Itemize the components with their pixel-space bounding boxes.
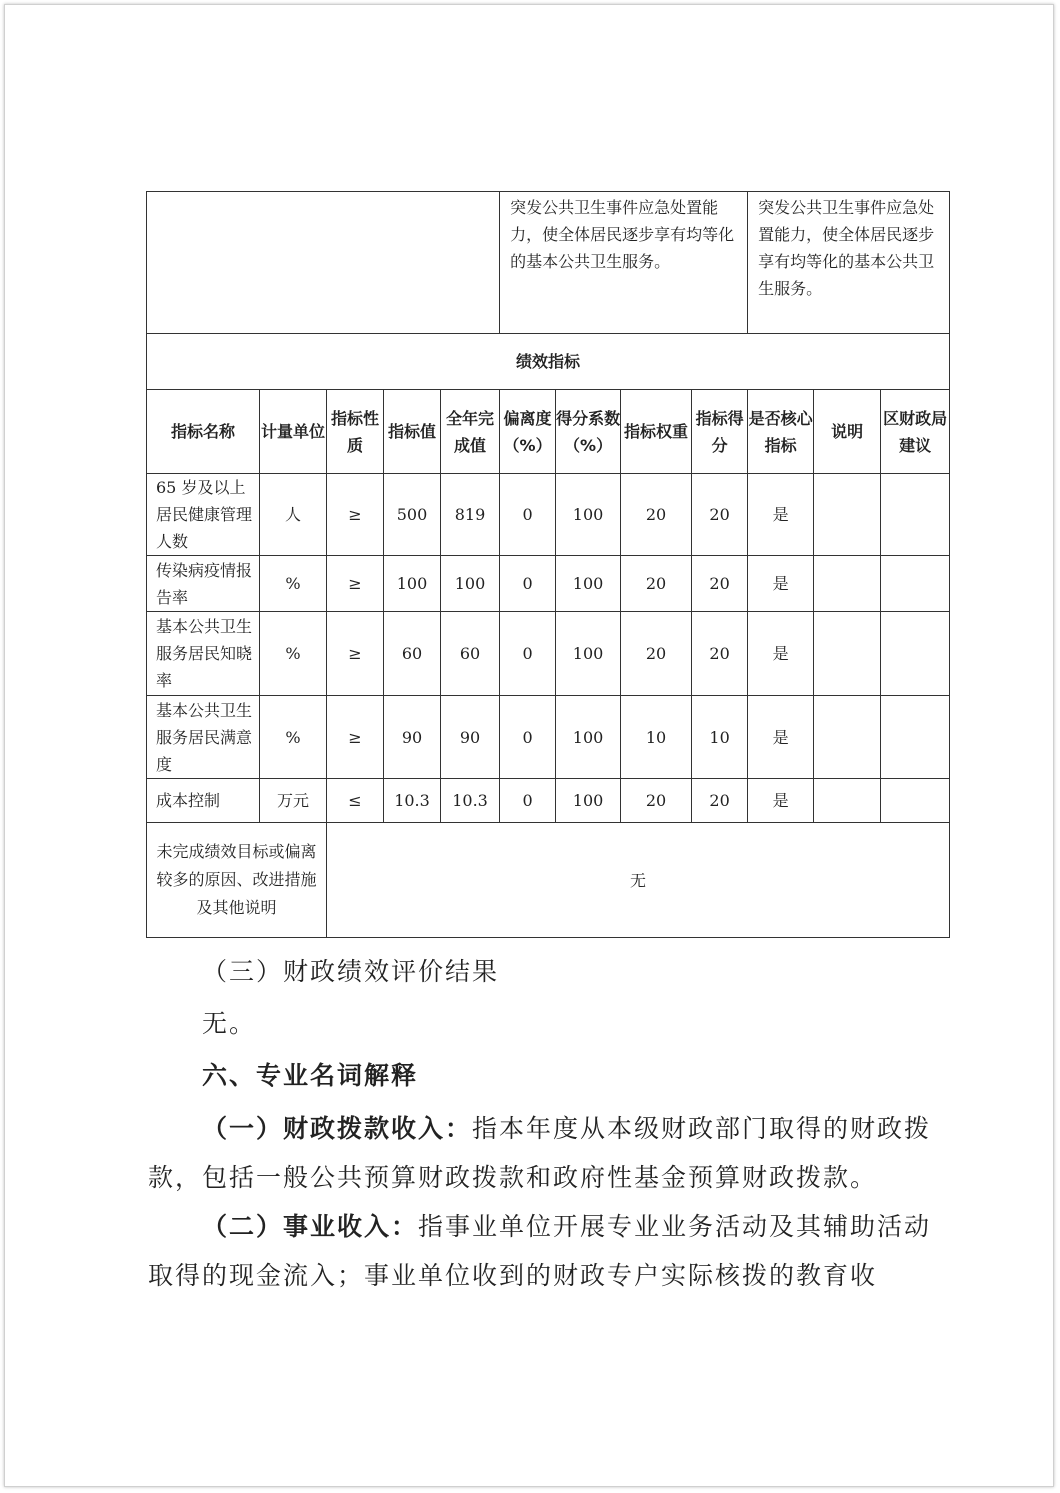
actual-cell: 10.3	[441, 779, 500, 823]
score-cell: 10	[692, 696, 748, 779]
term-body-2: 指事业单位开展专业业务活动及其辅助活动取得的现金流入；事业单位收到的财政专户实际核拨的教育收	[148, 1212, 932, 1290]
unit-cell: %	[260, 696, 327, 779]
target-cell: 60	[384, 612, 441, 696]
remark-cell	[814, 556, 881, 612]
actual-cell: 819	[441, 474, 500, 556]
coefficient-cell: 100	[556, 779, 621, 823]
coefficient-cell: 100	[556, 696, 621, 779]
nature-cell: ≤	[327, 779, 384, 823]
coefficient-cell: 100	[556, 556, 621, 612]
table-row	[147, 556, 950, 612]
header-score: 指标得分	[692, 390, 748, 474]
goal-plan-cell: 突发公共卫生事件应急处置能力，使全体居民逐步享有均等化的基本公共卫生服务。	[500, 192, 748, 334]
table-row	[147, 696, 950, 779]
unfinished-value: 无	[327, 823, 950, 938]
nature-cell: ≥	[327, 612, 384, 696]
header-coefficient: 得分系数（%）	[556, 390, 621, 474]
score-cell: 20	[692, 474, 748, 556]
indicator-name: 基本公共卫生服务居民知晓率	[147, 612, 260, 696]
nature-cell: ≥	[327, 474, 384, 556]
remark-cell	[814, 696, 881, 779]
header-name: 指标名称	[147, 390, 260, 474]
actual-cell: 90	[441, 696, 500, 779]
nature-cell: ≥	[327, 696, 384, 779]
term-item-1	[148, 1104, 938, 1202]
indicator-name: 基本公共卫生服务居民满意度	[147, 696, 260, 779]
indicator-name: 传染病疫情报告率	[147, 556, 260, 612]
eval-body: 无。	[202, 1009, 257, 1038]
score-cell: 20	[692, 612, 748, 696]
term-body-1: 指本年度从本级财政部门取得的财政拨款，包括一般公共预算财政拨款和政府性基金预算财政拨款。	[148, 1114, 932, 1192]
core-cell: 是	[748, 696, 814, 779]
eval-heading: （三）财政绩效评价结果	[202, 957, 500, 986]
performance-table	[146, 191, 950, 938]
advice-cell	[881, 779, 950, 823]
target-cell: 500	[384, 474, 441, 556]
header-deviation: 偏离度（%）	[500, 390, 556, 474]
advice-cell	[881, 696, 950, 779]
core-cell: 是	[748, 779, 814, 823]
remark-cell	[814, 612, 881, 696]
indicator-name: 成本控制	[147, 779, 260, 823]
term-item-2	[148, 1202, 938, 1300]
score-cell: 20	[692, 556, 748, 612]
indicator-name: 65 岁及以上居民健康管理人数	[147, 474, 260, 556]
unfinished-row	[147, 823, 950, 938]
term-label-2: （二）事业收入：	[202, 1212, 419, 1241]
weight-cell: 10	[621, 696, 692, 779]
coefficient-cell: 100	[556, 612, 621, 696]
header-row	[147, 390, 950, 474]
deviation-cell: 0	[500, 779, 556, 823]
remark-cell	[814, 474, 881, 556]
target-cell: 90	[384, 696, 441, 779]
advice-cell	[881, 612, 950, 696]
deviation-cell: 0	[500, 474, 556, 556]
header-unit: 计量单位	[260, 390, 327, 474]
actual-cell: 60	[441, 612, 500, 696]
unit-cell: %	[260, 556, 327, 612]
header-core: 是否核心指标	[748, 390, 814, 474]
header-advice: 区财政局建议	[881, 390, 950, 474]
header-nature: 指标性质	[327, 390, 384, 474]
goal-label-cell	[147, 192, 500, 334]
goal-actual-cell: 突发公共卫生事件应急处置能力，使全体居民逐步享有均等化的基本公共卫生服务。	[748, 192, 950, 334]
header-weight: 指标权重	[621, 390, 692, 474]
term-label-1: （一）财政拨款收入：	[202, 1114, 473, 1143]
header-actual: 全年完成值	[441, 390, 500, 474]
nature-cell: ≥	[327, 556, 384, 612]
unit-cell: 万元	[260, 779, 327, 823]
table-row	[147, 779, 950, 823]
score-cell: 20	[692, 779, 748, 823]
coefficient-cell: 100	[556, 474, 621, 556]
remark-cell	[814, 779, 881, 823]
target-cell: 100	[384, 556, 441, 612]
header-remark: 说明	[814, 390, 881, 474]
actual-cell: 100	[441, 556, 500, 612]
weight-cell: 20	[621, 612, 692, 696]
deviation-cell: 0	[500, 556, 556, 612]
deviation-cell: 0	[500, 612, 556, 696]
unfinished-label: 未完成绩效目标或偏离较多的原因、改进措施及其他说明	[147, 823, 327, 938]
weight-cell: 20	[621, 779, 692, 823]
advice-cell	[881, 556, 950, 612]
table-row	[147, 612, 950, 696]
advice-cell	[881, 474, 950, 556]
section-title: 绩效指标	[147, 334, 950, 390]
goal-row	[147, 192, 950, 334]
header-target: 指标值	[384, 390, 441, 474]
core-cell: 是	[748, 474, 814, 556]
target-cell: 10.3	[384, 779, 441, 823]
core-cell: 是	[748, 556, 814, 612]
unit-cell: %	[260, 612, 327, 696]
section6-heading: 六、专业名词解释	[202, 1061, 419, 1090]
body-section	[148, 946, 938, 1300]
weight-cell: 20	[621, 556, 692, 612]
unit-cell: 人	[260, 474, 327, 556]
table-row	[147, 474, 950, 556]
deviation-cell: 0	[500, 696, 556, 779]
weight-cell: 20	[621, 474, 692, 556]
core-cell: 是	[748, 612, 814, 696]
